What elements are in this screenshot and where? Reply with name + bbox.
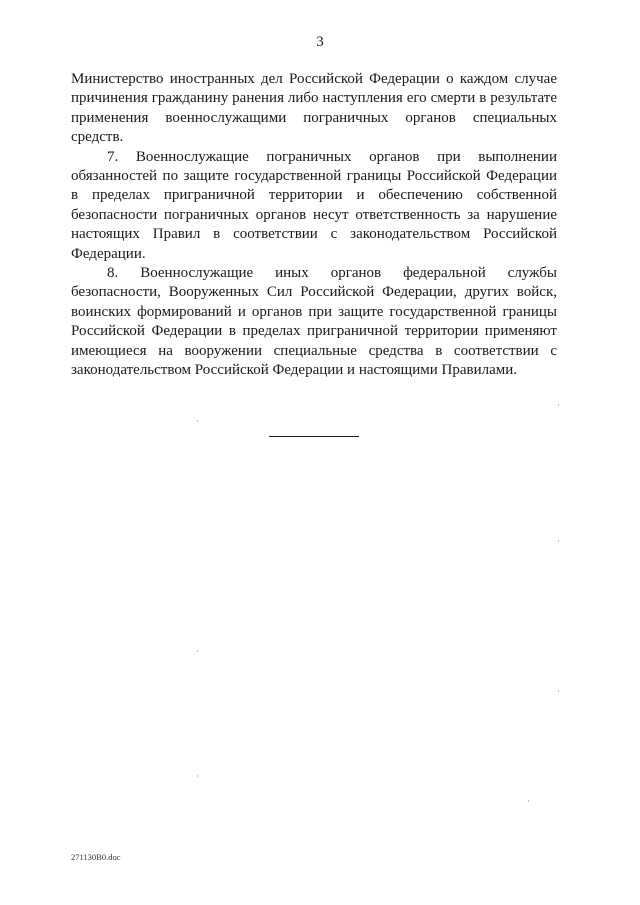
paragraph-item-8: 8. Военнослужащие иных органов федеральной службы безопасности, Вооруженных Сил Российской Федерации, других войск, воинских формирований и органов при защите государственной границы Российской Федерации в пределах приграничной территории применяют имеющиеся на вооружении специальные средства в соответствии с законодательством Российской Федерации и настоящими Правилами.	[71, 265, 557, 379]
paragraph-continuation: Министерство иностранных дел Российской Федерации о каждом случае причинения гражданину ранения либо наступления его смерти в результате применения военнослужащими пограничных органов специальных средств.	[71, 71, 557, 146]
paragraph-item-7: 7. Военнослужащие пограничных органов при выполнении обязанностей по защите государственной границы Российской Федерации в пределах приграничной территории и обеспечению собственной безопасности пограничных органов несут ответственность за нарушение настоящих Правил в соответствии с законодательством Российской Федерации.	[71, 148, 557, 262]
scan-speck	[197, 775, 198, 777]
page-number: 3	[316, 34, 324, 50]
scan-speck	[558, 404, 559, 406]
scan-speck	[197, 650, 198, 652]
scan-speck	[528, 800, 529, 802]
scan-speck	[558, 540, 559, 542]
footer-filename: 271130B0.doc	[71, 852, 121, 862]
scan-speck	[197, 420, 198, 422]
scan-speck	[558, 690, 559, 692]
end-divider-line	[269, 436, 359, 437]
document-body	[71, 70, 557, 381]
